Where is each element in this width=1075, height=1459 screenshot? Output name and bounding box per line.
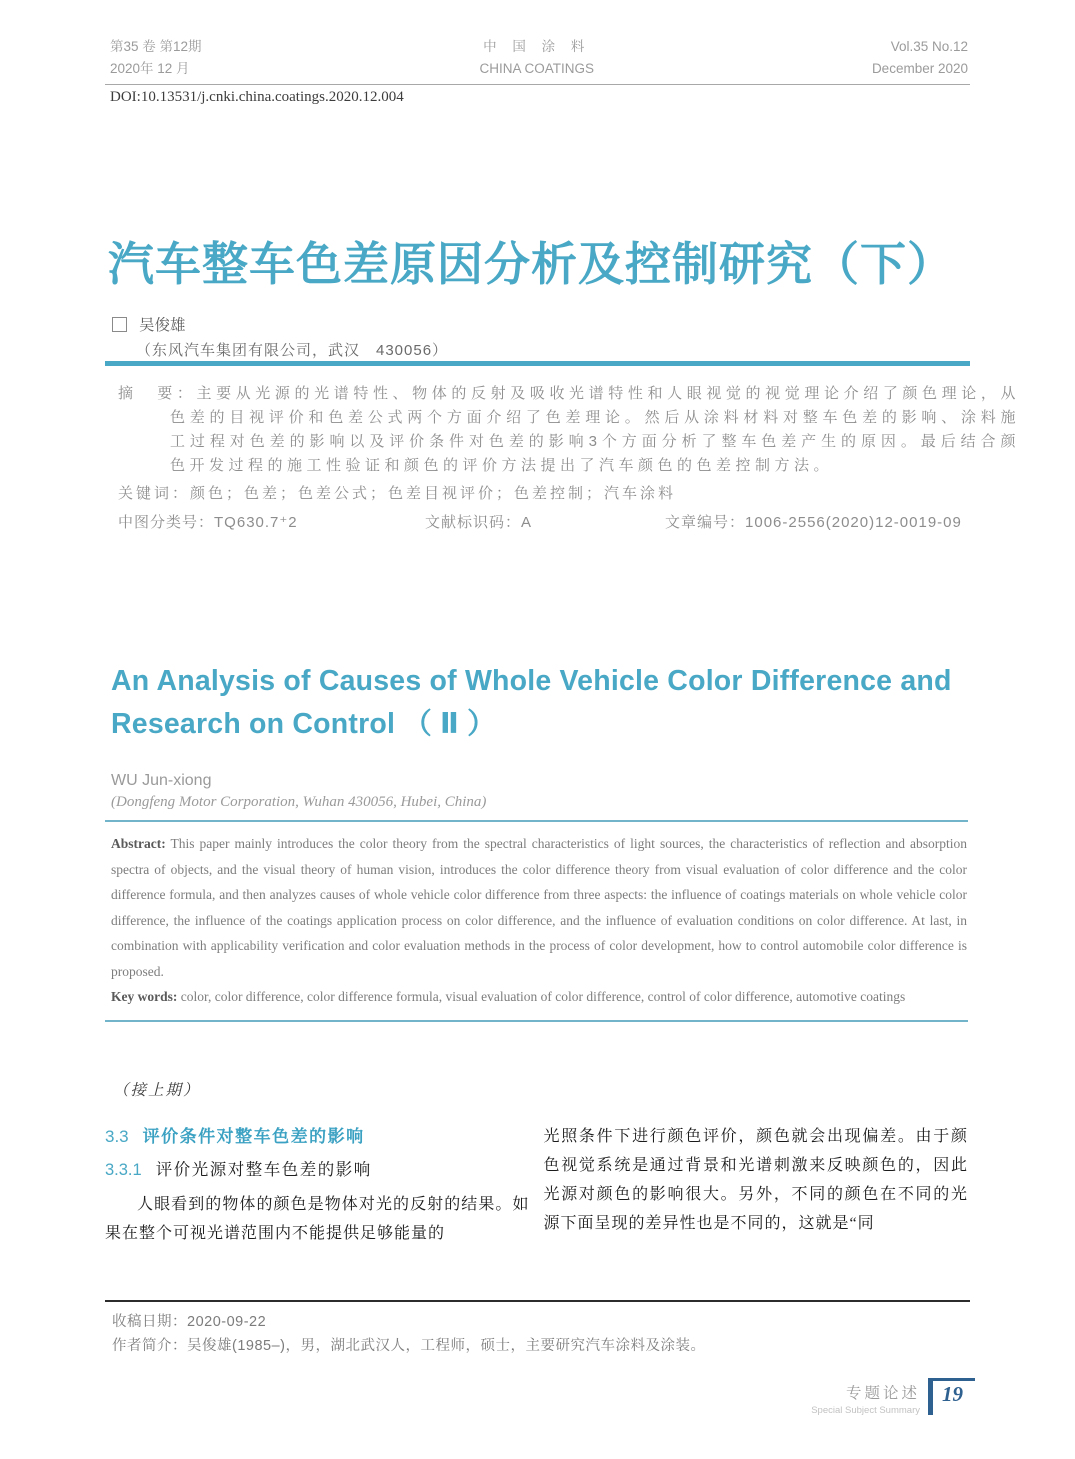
body-paragraph-left: 人眼看到的物体的颜色是物体对光的反射的结果。如果在整个可视光谱范围内不能提供足够能量的 xyxy=(105,1195,530,1242)
footnotes xyxy=(112,1310,968,1358)
keywords-text-cn: 颜色；色差；色差公式；色差目视评价；色差控制；汽车涂料 xyxy=(190,485,677,502)
english-divider-top xyxy=(105,820,968,822)
english-divider-bottom xyxy=(105,1020,968,1022)
journal-title-en: CHINA COATINGS xyxy=(479,61,594,76)
keywords-label-en: Key words: xyxy=(111,989,178,1004)
received-date-line: 收稿日期：2020-09-22 xyxy=(112,1314,267,1330)
article-title-cn: 汽车整车色差原因分析及控制研究（下） xyxy=(108,238,954,290)
body-column-right xyxy=(544,1122,969,1248)
column-title-en: Special Subject Summary xyxy=(811,1405,920,1416)
column-title-cn: 专题论述 xyxy=(845,1385,920,1402)
journal-masthead xyxy=(110,36,968,80)
page-footer xyxy=(811,1378,975,1416)
section-number: 3.3 xyxy=(105,1126,129,1146)
classification-row xyxy=(118,511,968,533)
author-name-en: WU Jun-xiong xyxy=(111,772,212,789)
keywords-text-en: color, color difference, color difference formula, visual evaluation of color difference, control of color difference, automotive coatings xyxy=(177,989,906,1004)
date-en: December 2020 xyxy=(871,61,968,76)
abstract-en xyxy=(111,831,967,984)
section-title: 评价条件对整车色差的影响 xyxy=(142,1126,365,1146)
page-number: 19 xyxy=(942,1382,963,1406)
page-number-bracket xyxy=(928,1378,975,1415)
affiliation-cn: （东风汽车集团有限公司，武汉 430056） xyxy=(136,342,449,359)
volume-issue-cn: 第35 卷 第12期 xyxy=(110,39,202,54)
section-title: 评价光源对整车色差的影响 xyxy=(155,1159,372,1179)
footnote-divider xyxy=(105,1300,970,1302)
abstract-en-block xyxy=(111,831,967,1010)
section-heading-3-3 xyxy=(105,1122,530,1147)
keywords-label-cn: 关键词： xyxy=(118,485,191,502)
abstract-text-en: This paper mainly introduces the color theory from the spectral characteristics of light sources, the characteristics of reflection and absorption spectra of objects, and the visual theory of human vision, introduces the color difference theory from visual evaluation of color difference and the color difference formula, and then analyzes causes of whole vehicle color difference from three aspects: the influence of coatings materials on whole vehicle color difference, the influence of the coatings application process on color difference, and the influence of evaluation conditions on color difference. At last, in combination with applicability verification and color evaluation methods in the process of color development, how to control automobile color difference is proposed. xyxy=(111,836,967,979)
keywords-cn xyxy=(118,482,968,503)
author-bio-line: 作者简介：吴俊雄(1985–)，男，湖北武汉人，工程师，硕士，主要研究汽车涂料及涂装。 xyxy=(112,1338,706,1354)
author-name-cn: 吴俊雄 xyxy=(139,317,186,334)
middle-section xyxy=(105,660,968,1248)
abstract-cn xyxy=(118,382,1020,478)
body-column-left xyxy=(105,1122,530,1248)
keywords-en xyxy=(111,984,967,1010)
document-code: 文献标识码：A xyxy=(425,514,533,531)
abstract-label-en: Abstract: xyxy=(111,836,166,851)
article-title-en: An Analysis of Causes of Whole Vehicle Color Difference and Research on Control （ Ⅱ ） xyxy=(111,665,952,740)
masthead-volume-issue-en xyxy=(872,36,968,80)
affiliation-en: (Dongfeng Motor Corporation, Wuhan 430056, Hubei, China) xyxy=(111,794,487,810)
masthead-divider xyxy=(105,84,970,85)
author-marker-icon xyxy=(112,317,127,332)
volume-issue-en: Vol.35 No.12 xyxy=(890,39,968,54)
masthead-volume-issue-cn xyxy=(110,36,202,80)
masthead-journal-title xyxy=(479,36,594,80)
clc-number: 中图分类号：TQ630.7⁺2 xyxy=(118,514,298,531)
author-row xyxy=(112,313,186,335)
date-cn: 2020年 12 月 xyxy=(110,61,190,76)
article-number: 文章编号：1006-2556(2020)12-0019-09 xyxy=(665,514,962,531)
section-number: 3.3.1 xyxy=(105,1160,142,1179)
doi-text: DOI:10.13531/j.cnki.china.coatings.2020.12.004 xyxy=(110,89,404,105)
body-columns xyxy=(105,1122,968,1248)
abstract-text-cn: 主要从光源的光谱特性、物体的反射及吸收光谱特性和人眼视觉的视觉理论介绍了颜色理论，从色差的目视评价和色差公式两个方面介绍了色差理论。然后从涂料材料对整车色差的影响、涂料施工过程对色差的影响以及评价条件对色差的影响3个方面分析了整车色差产生的原因。最后结合颜色开发过程的施工性验证和颜色的评价方法提出了汽车颜色的色差控制方法。 xyxy=(170,385,1020,474)
continued-note: （接上期） xyxy=(113,1081,201,1099)
abstract-label-cn: 摘 要： xyxy=(118,385,197,402)
section-heading-3-3-1 xyxy=(105,1156,530,1180)
column-title-block xyxy=(811,1378,920,1416)
body-paragraph-right: 光照条件下进行颜色评价，颜色就会出现偏差。由于颜色视觉系统是通过背景和光谱刺激来反映颜色的，因此光源对颜色的影响很大。另外，不同的颜色在不同的光源下面呈现的差异性也是不同的，这就是“同 xyxy=(543,1127,968,1232)
title-divider-teal xyxy=(105,361,970,366)
journal-title-cn: 中 国 涂 料 xyxy=(483,39,591,54)
